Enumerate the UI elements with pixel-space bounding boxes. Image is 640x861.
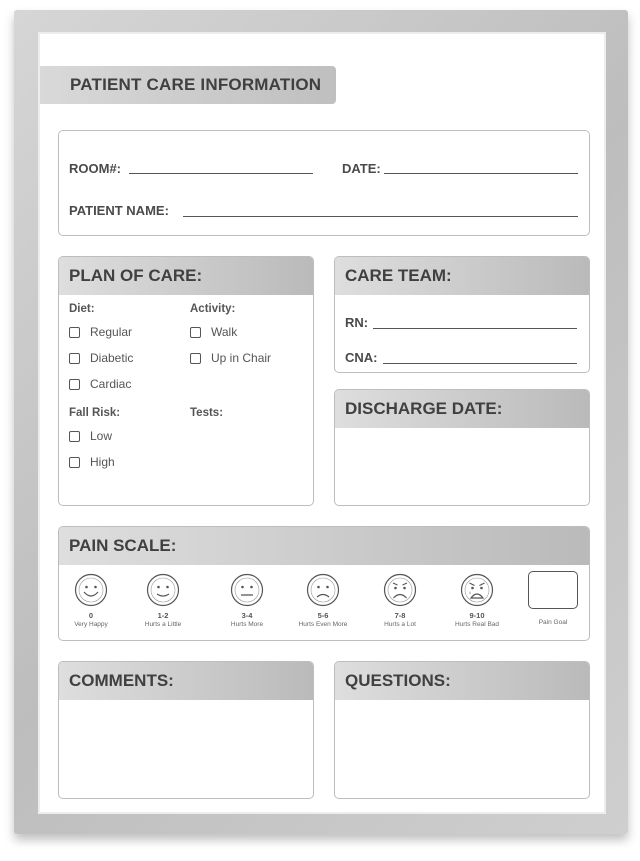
very-happy-face-icon bbox=[74, 573, 108, 607]
pain-goal-label: Pain Goal bbox=[538, 619, 568, 626]
board-frame bbox=[14, 10, 628, 834]
diet-regular-checkbox[interactable] bbox=[69, 325, 132, 339]
hurts-even-more-face-icon bbox=[306, 573, 340, 607]
fall-risk-high-checkbox[interactable] bbox=[69, 455, 115, 469]
rn-field[interactable] bbox=[373, 328, 577, 329]
pain-level-text: Hurts Real Bad bbox=[454, 621, 500, 628]
care-team-heading: CARE TEAM: bbox=[335, 257, 589, 295]
fall-risk-low-checkbox[interactable] bbox=[69, 429, 112, 443]
cna-field[interactable] bbox=[383, 363, 577, 364]
pain-level-number: 9-10 bbox=[469, 611, 485, 620]
pain-level-3-4[interactable] bbox=[212, 573, 282, 628]
checkbox-icon[interactable] bbox=[190, 327, 201, 338]
fall-risk-option-label: Low bbox=[90, 429, 113, 443]
checkbox-icon[interactable] bbox=[69, 353, 80, 364]
pain-level-number: 3-4 bbox=[241, 611, 253, 620]
questions-box[interactable] bbox=[334, 661, 590, 799]
pain-level-number: 7-8 bbox=[394, 611, 406, 620]
pain-level-number: 1-2 bbox=[157, 611, 169, 620]
diet-option-label: Cardiac bbox=[90, 377, 132, 391]
pain-level-number: 0 bbox=[88, 611, 94, 620]
pain-level-7-8[interactable] bbox=[365, 573, 435, 628]
checkbox-icon[interactable] bbox=[69, 431, 80, 442]
activity-label: Activity: bbox=[190, 303, 236, 315]
hurts-little-face-icon bbox=[146, 573, 180, 607]
pain-level-text: Hurts a Lot bbox=[384, 621, 416, 628]
checkbox-icon[interactable] bbox=[69, 379, 80, 390]
questions-heading: QUESTIONS: bbox=[335, 662, 589, 700]
comments-heading: COMMENTS: bbox=[59, 662, 313, 700]
hurts-real-bad-face-icon bbox=[460, 573, 494, 607]
patient-name-label: PATIENT NAME: bbox=[69, 203, 169, 218]
fall-risk-option-label: High bbox=[90, 455, 115, 469]
pain-level-text: Hurts More bbox=[230, 621, 264, 628]
care-team-box bbox=[334, 256, 590, 373]
discharge-date-heading: DISCHARGE DATE: bbox=[335, 390, 589, 428]
checkbox-icon[interactable] bbox=[190, 353, 201, 364]
pain-goal[interactable] bbox=[518, 571, 588, 626]
pain-scale-heading: PAIN SCALE: bbox=[59, 527, 589, 565]
fall-risk-label: Fall Risk: bbox=[69, 407, 121, 419]
pain-scale-box bbox=[58, 526, 590, 641]
board-surface bbox=[38, 32, 606, 814]
activity-option-label: Walk bbox=[211, 325, 238, 339]
pain-level-5-6[interactable] bbox=[288, 573, 358, 628]
hurts-a-lot-face-icon bbox=[383, 573, 417, 607]
patient-name-field[interactable] bbox=[183, 216, 578, 217]
patient-info-box bbox=[58, 130, 590, 236]
page-title: PATIENT CARE INFORMATION bbox=[40, 66, 336, 104]
plan-of-care-heading: PLAN OF CARE: bbox=[59, 257, 313, 295]
diet-option-label: Diabetic bbox=[90, 351, 134, 365]
rn-label: RN: bbox=[345, 315, 369, 330]
pain-level-1-2[interactable] bbox=[128, 573, 198, 628]
cna-label: CNA: bbox=[345, 350, 378, 365]
pain-level-number: 5-6 bbox=[317, 611, 329, 620]
pain-level-text: Very Happy bbox=[74, 621, 108, 628]
activity-chair-checkbox[interactable] bbox=[190, 351, 271, 365]
diet-diabetic-checkbox[interactable] bbox=[69, 351, 133, 365]
pain-level-text: Hurts a Little bbox=[144, 621, 182, 628]
tests-label: Tests: bbox=[190, 407, 224, 419]
pain-level-text: Hurts Even More bbox=[298, 621, 348, 628]
plan-of-care-box bbox=[58, 256, 314, 506]
date-field[interactable] bbox=[384, 173, 578, 174]
diet-cardiac-checkbox[interactable] bbox=[69, 377, 131, 391]
pain-level-9-10[interactable] bbox=[442, 573, 512, 628]
comments-box[interactable] bbox=[58, 661, 314, 799]
diet-label: Diet: bbox=[69, 303, 95, 315]
checkbox-icon[interactable] bbox=[69, 327, 80, 338]
room-label: ROOM#: bbox=[69, 161, 121, 176]
activity-walk-checkbox[interactable] bbox=[190, 325, 237, 339]
diet-option-label: Regular bbox=[90, 325, 133, 339]
pain-level-0[interactable] bbox=[58, 573, 126, 628]
checkbox-icon[interactable] bbox=[69, 457, 80, 468]
hurts-more-face-icon bbox=[230, 573, 264, 607]
pain-goal-box[interactable] bbox=[528, 571, 578, 609]
discharge-date-box[interactable] bbox=[334, 389, 590, 506]
activity-option-label: Up in Chair bbox=[211, 351, 272, 365]
room-field[interactable] bbox=[129, 173, 313, 174]
date-label: DATE: bbox=[342, 161, 381, 176]
